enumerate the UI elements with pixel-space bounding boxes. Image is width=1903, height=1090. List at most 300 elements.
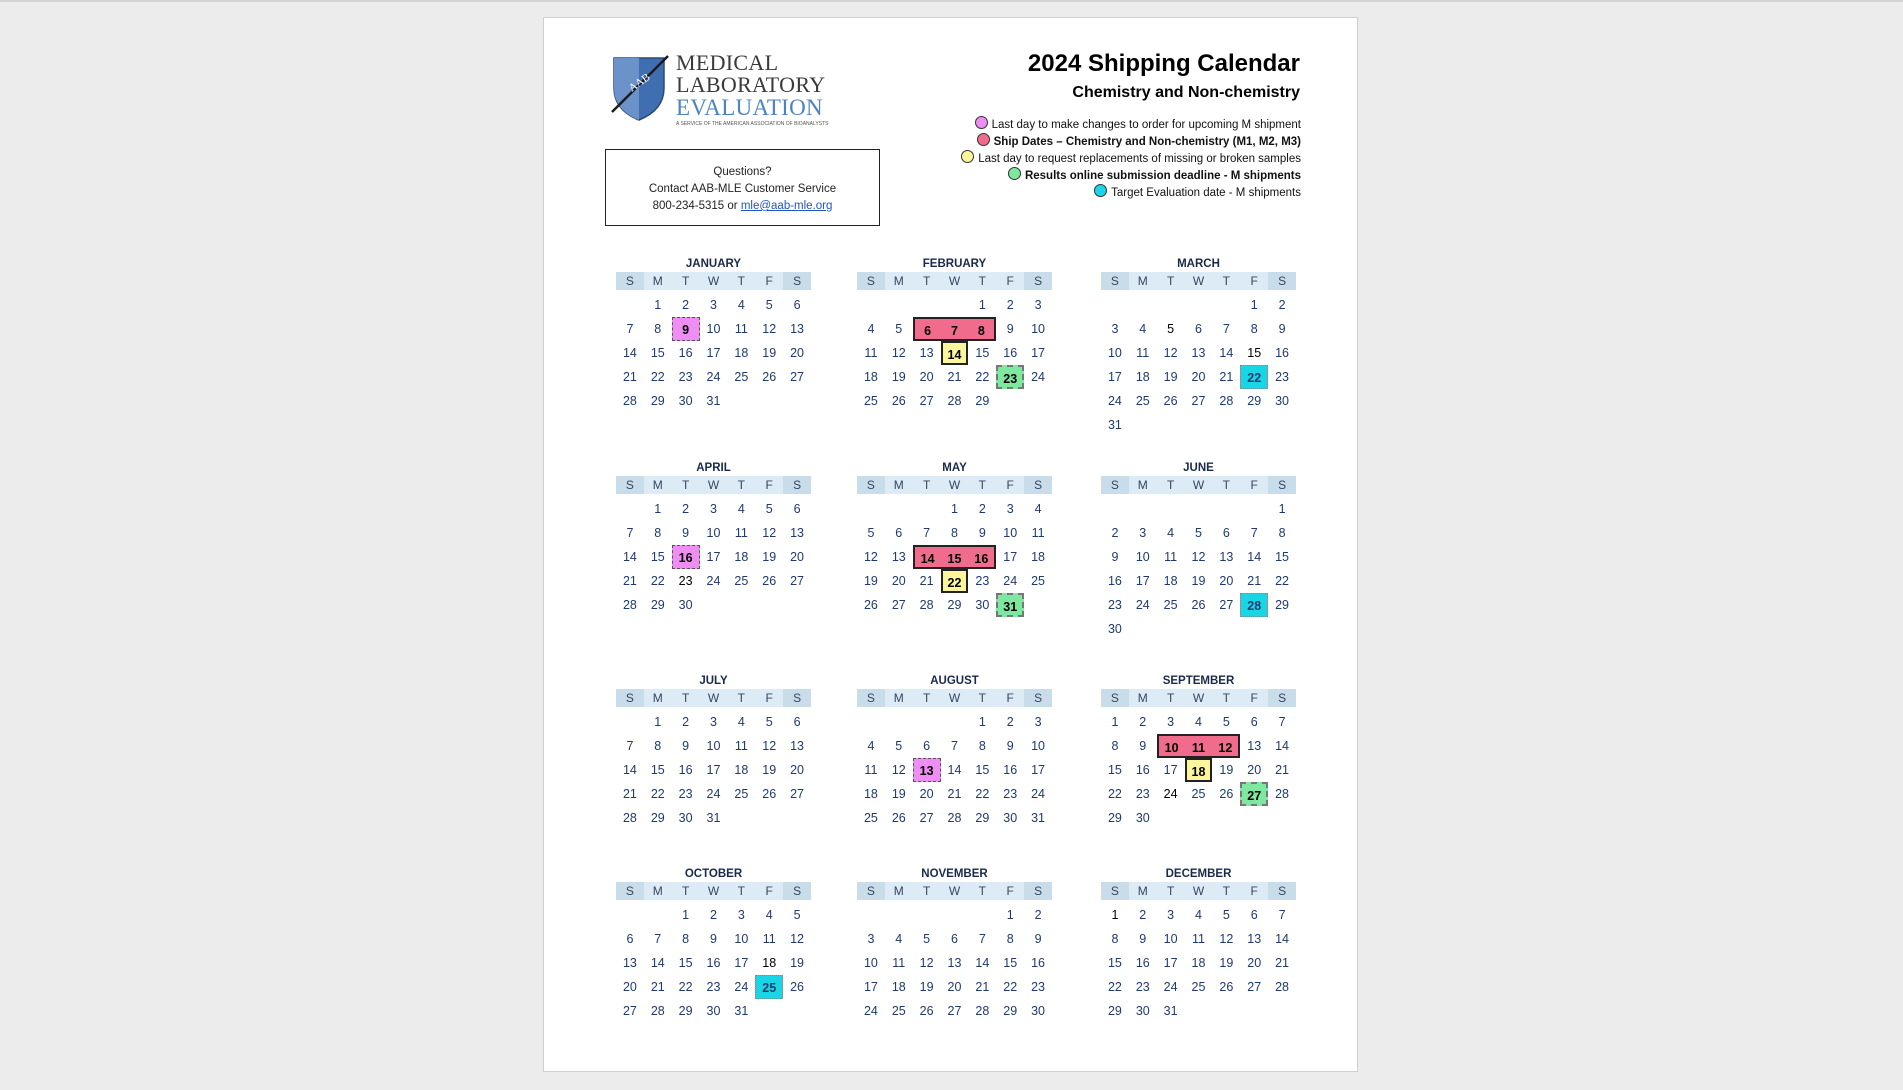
day-cell: 27	[790, 370, 805, 384]
empty-cell	[885, 497, 913, 521]
month-name: FEBRUARY	[922, 258, 987, 270]
day-cell-ship: 16	[968, 545, 996, 569]
day-cell: 15	[1107, 763, 1122, 777]
weekday-header	[616, 476, 811, 494]
day-cell: 25	[734, 574, 749, 588]
empty-cell	[1157, 497, 1185, 521]
day-cell-eval: 22	[1240, 365, 1268, 389]
weekday-label: W	[948, 691, 961, 705]
day-cell: 28	[622, 394, 637, 408]
day-grid	[1101, 710, 1296, 830]
day-cell: 30	[975, 598, 990, 612]
day-cell: 4	[1195, 715, 1202, 729]
day-grid	[616, 903, 811, 1023]
month-name: MARCH	[1177, 258, 1220, 270]
day-cell: 13	[1247, 739, 1262, 753]
day-cell: 27	[790, 574, 805, 588]
day-cell: 26	[1191, 598, 1206, 612]
day-cell: 20	[1219, 574, 1234, 588]
day-cell: 1	[1111, 908, 1119, 922]
day-cell: 15	[650, 550, 665, 564]
page-title: 2024 Shipping Calendar	[1027, 50, 1300, 77]
weekday-label: W	[707, 274, 720, 288]
day-cell: 19	[762, 763, 777, 777]
day-cell: 23	[1275, 370, 1290, 384]
day-cell: 13	[1219, 550, 1234, 564]
day-cell: 29	[1107, 1004, 1122, 1018]
day-cell: 7	[1250, 526, 1258, 540]
month-october	[616, 866, 811, 1023]
day-cell: 21	[622, 787, 637, 801]
day-cell-change: 13	[913, 758, 941, 782]
day-cell: 19	[891, 370, 906, 384]
day-cell: 31	[706, 811, 721, 825]
day-cell: 25	[734, 370, 749, 384]
weekday-label: W	[1192, 691, 1205, 705]
day-cell: 5	[867, 526, 875, 540]
day-cell: 4	[737, 715, 745, 729]
day-cell: 20	[622, 980, 637, 994]
legend-dot-icon	[977, 133, 990, 146]
day-cell: 28	[622, 811, 637, 825]
empty-cell	[885, 710, 913, 734]
day-cell: 19	[762, 346, 777, 360]
day-cell: 27	[1191, 394, 1206, 408]
day-cell: 26	[863, 598, 878, 612]
weekday-label: T	[1222, 691, 1231, 705]
day-cell: 1	[1250, 298, 1258, 312]
day-cell: 24	[734, 980, 749, 994]
day-cell: 12	[1163, 346, 1178, 360]
day-cell: 2	[978, 502, 986, 516]
day-cell-change: 16	[672, 545, 700, 569]
legend-dot-icon	[1008, 167, 1021, 180]
day-cell: 31	[706, 394, 721, 408]
weekday-label: M	[652, 274, 663, 288]
day-cell-ship: 10	[1157, 734, 1185, 758]
day-cell-replace: 18	[1185, 758, 1213, 782]
day-cell: 17	[734, 956, 749, 970]
day-cell-replace: 22	[941, 569, 969, 593]
day-cell: 17	[1163, 956, 1178, 970]
day-cell: 17	[1031, 346, 1046, 360]
day-cell: 11	[1192, 932, 1205, 946]
day-cell: 3	[710, 715, 717, 729]
day-cell: 12	[762, 739, 777, 753]
weekday-label: F	[1006, 274, 1014, 288]
day-cell: 4	[1034, 502, 1042, 516]
calendar-title-block	[1028, 50, 1300, 102]
weekday-label: S	[783, 476, 811, 494]
day-cell: 29	[650, 394, 665, 408]
weekday-label: M	[893, 274, 904, 288]
day-cell: 4	[765, 908, 773, 922]
weekday-label: W	[1192, 884, 1205, 898]
day-cell: 2	[1034, 908, 1042, 922]
weekday-label: S	[783, 689, 811, 707]
weekday-label: F	[765, 274, 773, 288]
day-cell: 30	[678, 811, 693, 825]
day-cell: 1	[654, 502, 662, 516]
day-cell: 6	[793, 502, 801, 516]
day-cell: 12	[863, 550, 878, 564]
day-cell-ship: 7	[941, 317, 969, 341]
day-cell: 11	[864, 346, 878, 360]
weekday-label: T	[681, 691, 690, 705]
legend	[961, 116, 1301, 201]
day-cell: 18	[734, 346, 749, 360]
weekday-label: S	[1268, 476, 1296, 494]
day-cell: 9	[1006, 739, 1014, 753]
day-cell: 12	[919, 956, 934, 970]
day-cell: 2	[1111, 526, 1119, 540]
day-cell: 24	[1163, 787, 1178, 801]
weekday-label: M	[652, 884, 663, 898]
day-cell: 24	[706, 574, 721, 588]
empty-cell	[913, 497, 941, 521]
day-cell-results: 31	[996, 593, 1024, 617]
empty-cell	[968, 903, 996, 927]
weekday-label: F	[1250, 691, 1258, 705]
day-cell: 27	[622, 1004, 637, 1018]
day-cell-eval: 28	[1240, 593, 1268, 617]
weekday-label: T	[922, 691, 931, 705]
day-cell: 17	[1163, 763, 1178, 777]
day-cell: 9	[1278, 322, 1286, 336]
empty-cell	[913, 903, 941, 927]
day-cell: 22	[1275, 574, 1290, 588]
day-cell: 2	[1139, 715, 1147, 729]
weekday-header	[1101, 272, 1296, 290]
day-cell: 17	[1107, 370, 1122, 384]
weekday-label: W	[707, 478, 720, 492]
day-cell: 9	[978, 526, 986, 540]
month-name: AUGUST	[930, 675, 979, 687]
day-cell: 6	[793, 298, 801, 312]
day-cell: 25	[1031, 574, 1046, 588]
day-cell: 23	[1135, 980, 1150, 994]
day-cell: 20	[919, 370, 934, 384]
day-cell: 24	[1031, 370, 1046, 384]
day-cell: 29	[975, 394, 990, 408]
day-cell: 17	[706, 763, 721, 777]
weekday-label: S	[616, 476, 644, 494]
day-cell: 29	[1107, 811, 1122, 825]
day-cell: 7	[626, 526, 634, 540]
day-cell: 22	[678, 980, 693, 994]
day-cell: 21	[1275, 956, 1290, 970]
weekday-label: F	[765, 691, 773, 705]
day-cell: 18	[762, 956, 777, 970]
day-cell: 4	[895, 932, 903, 946]
contact-email-link[interactable]: mle@aab-mle.org	[740, 200, 833, 212]
day-cell: 18	[1135, 370, 1150, 384]
day-cell: 12	[762, 322, 777, 336]
day-cell: 21	[1247, 574, 1262, 588]
day-cell: 13	[1191, 346, 1206, 360]
month-june	[1101, 460, 1296, 641]
weekday-label: S	[1024, 882, 1052, 900]
weekday-label: T	[737, 274, 746, 288]
day-cell: 28	[975, 1004, 990, 1018]
day-cell: 12	[891, 763, 906, 777]
weekday-label: F	[1250, 478, 1258, 492]
weekday-label: T	[978, 274, 987, 288]
day-grid	[1101, 293, 1296, 437]
month-february	[857, 256, 1052, 413]
day-cell: 12	[891, 346, 906, 360]
weekday-label: T	[737, 478, 746, 492]
empty-cell	[1240, 497, 1268, 521]
day-cell: 17	[706, 346, 721, 360]
weekday-label: T	[737, 691, 746, 705]
day-cell: 31	[734, 1004, 749, 1018]
legend-item	[961, 116, 1301, 133]
weekday-label: S	[1268, 882, 1296, 900]
weekday-label: S	[857, 476, 885, 494]
day-cell: 9	[710, 932, 717, 946]
day-cell-change: 9	[672, 317, 700, 341]
day-cell: 19	[1191, 574, 1206, 588]
day-cell: 7	[1278, 715, 1286, 729]
day-cell: 19	[919, 980, 934, 994]
day-cell: 8	[654, 526, 662, 540]
day-cell: 19	[790, 956, 805, 970]
empty-cell	[616, 293, 644, 317]
day-cell: 19	[1219, 763, 1234, 777]
weekday-label: F	[1006, 884, 1014, 898]
day-cell: 10	[1163, 932, 1178, 946]
day-cell: 7	[923, 526, 931, 540]
day-cell: 3	[1139, 526, 1147, 540]
weekday-label: W	[707, 884, 720, 898]
day-cell: 6	[1250, 908, 1258, 922]
weekday-label: S	[857, 272, 885, 290]
day-cell: 29	[1247, 394, 1262, 408]
day-cell: 11	[1164, 550, 1178, 564]
weekday-label: T	[1222, 884, 1231, 898]
month-january	[616, 256, 811, 413]
day-cell: 23	[1107, 598, 1122, 612]
day-cell: 21	[947, 787, 962, 801]
weekday-label: S	[616, 882, 644, 900]
empty-cell	[616, 710, 644, 734]
weekday-header	[616, 689, 811, 707]
weekday-header	[616, 882, 811, 900]
day-cell: 8	[1278, 526, 1286, 540]
day-cell: 18	[734, 550, 749, 564]
contact-question: Questions?	[713, 166, 772, 178]
day-cell: 31	[1163, 1004, 1178, 1018]
day-cell: 15	[650, 763, 665, 777]
day-cell: 7	[1278, 908, 1286, 922]
empty-cell	[1129, 497, 1157, 521]
day-cell-results: 27	[1240, 782, 1268, 806]
weekday-label: T	[1166, 884, 1175, 898]
day-cell: 13	[947, 956, 962, 970]
day-cell: 3	[1111, 322, 1119, 336]
empty-cell	[941, 293, 969, 317]
day-cell: 15	[678, 956, 693, 970]
day-cell: 29	[947, 598, 962, 612]
day-cell: 10	[1135, 550, 1150, 564]
weekday-label: M	[893, 478, 904, 492]
day-cell: 7	[626, 322, 634, 336]
day-cell: 31	[1031, 811, 1046, 825]
empty-cell	[857, 497, 885, 521]
day-cell: 24	[706, 787, 721, 801]
day-cell: 21	[622, 574, 637, 588]
day-cell: 13	[790, 322, 805, 336]
weekday-label: W	[948, 884, 961, 898]
empty-cell	[941, 903, 969, 927]
day-cell: 13	[790, 739, 805, 753]
day-cell: 1	[1006, 908, 1014, 922]
legend-dot-icon	[961, 150, 974, 163]
empty-cell	[857, 293, 885, 317]
day-cell: 13	[919, 346, 934, 360]
day-cell: 5	[923, 932, 931, 946]
weekday-label: F	[765, 884, 773, 898]
day-cell: 5	[793, 908, 801, 922]
day-cell: 3	[737, 908, 745, 922]
day-cell: 6	[895, 526, 903, 540]
mle-logo	[608, 52, 858, 132]
logo-badge-text: AAB	[626, 71, 653, 95]
day-cell: 6	[1195, 322, 1202, 336]
day-cell: 4	[737, 298, 745, 312]
day-cell: 9	[1111, 550, 1119, 564]
legend-text: Last day to request replacements of missing or broken samples	[978, 153, 1301, 165]
day-cell: 11	[1136, 346, 1150, 360]
window-top-edge	[0, 0, 1903, 2]
day-cell: 8	[654, 322, 662, 336]
empty-cell	[1185, 293, 1213, 317]
day-cell: 20	[919, 787, 934, 801]
day-cell: 28	[622, 598, 637, 612]
day-cell: 8	[1250, 322, 1258, 336]
day-cell: 5	[1195, 526, 1202, 540]
legend-item	[961, 184, 1301, 201]
day-cell: 18	[863, 370, 878, 384]
legend-text: Ship Dates – Chemistry and Non-chemistry (M1, M2, M3)	[993, 136, 1301, 148]
day-cell: 15	[1107, 956, 1122, 970]
day-cell: 2	[682, 502, 690, 516]
weekday-header	[1101, 689, 1296, 707]
day-cell: 8	[654, 739, 662, 753]
legend-item	[961, 133, 1301, 150]
day-cell: 16	[1135, 763, 1150, 777]
day-cell: 2	[1006, 715, 1014, 729]
weekday-header	[1101, 882, 1296, 900]
day-cell: 27	[919, 811, 934, 825]
weekday-label: T	[978, 884, 987, 898]
day-cell-ship: 11	[1185, 734, 1213, 758]
contact-service: Contact AAB-MLE Customer Service	[648, 183, 837, 195]
day-cell: 11	[734, 322, 748, 336]
day-cell: 19	[863, 574, 878, 588]
month-september	[1101, 673, 1296, 830]
day-cell: 4	[1195, 908, 1202, 922]
day-cell: 18	[734, 763, 749, 777]
day-cell: 30	[1031, 1004, 1046, 1018]
day-cell: 26	[891, 811, 906, 825]
weekday-label: W	[1192, 274, 1205, 288]
day-cell: 3	[1167, 715, 1175, 729]
day-cell: 26	[762, 370, 777, 384]
day-cell: 7	[1222, 322, 1230, 336]
day-cell: 15	[975, 346, 990, 360]
empty-cell	[885, 293, 913, 317]
empty-cell	[941, 710, 969, 734]
day-grid	[1101, 903, 1296, 1023]
day-cell: 12	[1219, 932, 1234, 946]
day-cell: 2	[1278, 298, 1286, 312]
day-cell: 16	[1003, 346, 1018, 360]
day-cell: 25	[863, 394, 878, 408]
day-cell: 21	[1219, 370, 1234, 384]
day-cell: 26	[919, 1004, 934, 1018]
day-cell: 30	[1107, 622, 1122, 636]
weekday-label: F	[1006, 478, 1014, 492]
weekday-label: T	[1222, 274, 1231, 288]
day-cell: 20	[790, 346, 805, 360]
month-april	[616, 460, 811, 617]
day-cell: 11	[734, 739, 748, 753]
day-cell: 8	[978, 739, 986, 753]
weekday-label: T	[922, 884, 931, 898]
day-cell-results: 23	[996, 365, 1024, 389]
weekday-label: M	[893, 691, 904, 705]
day-cell: 2	[1139, 908, 1147, 922]
day-cell: 12	[1191, 550, 1206, 564]
weekday-label: W	[948, 478, 961, 492]
day-cell: 24	[1107, 394, 1122, 408]
weekday-label: S	[616, 689, 644, 707]
day-cell: 8	[682, 932, 690, 946]
day-cell: 12	[762, 526, 777, 540]
day-cell: 11	[864, 763, 878, 777]
month-name: OCTOBER	[684, 868, 743, 880]
day-cell: 9	[1139, 932, 1147, 946]
day-cell: 23	[1031, 980, 1046, 994]
day-cell: 28	[919, 598, 934, 612]
weekday-label: S	[783, 882, 811, 900]
weekday-label: T	[978, 478, 987, 492]
month-march	[1101, 256, 1296, 437]
day-cell: 20	[790, 550, 805, 564]
legend-text: Last day to make changes to order for upcoming M shipment	[991, 119, 1301, 131]
day-cell: 10	[706, 739, 721, 753]
weekday-label: M	[1137, 478, 1148, 492]
empty-cell	[885, 903, 913, 927]
empty-cell	[616, 903, 644, 927]
weekday-label: S	[1024, 272, 1052, 290]
day-cell: 23	[678, 787, 693, 801]
day-cell: 14	[947, 763, 962, 777]
day-cell: 9	[1006, 322, 1014, 336]
day-cell: 30	[1275, 394, 1290, 408]
day-cell: 14	[1219, 346, 1234, 360]
day-cell: 1	[1278, 502, 1286, 516]
day-cell-ship: 15	[941, 545, 969, 569]
day-cell: 6	[951, 932, 958, 946]
day-cell: 23	[1003, 787, 1018, 801]
day-cell: 27	[891, 598, 906, 612]
day-cell-replace: 14	[941, 341, 969, 365]
day-grid	[616, 710, 811, 830]
month-november	[857, 866, 1052, 1023]
